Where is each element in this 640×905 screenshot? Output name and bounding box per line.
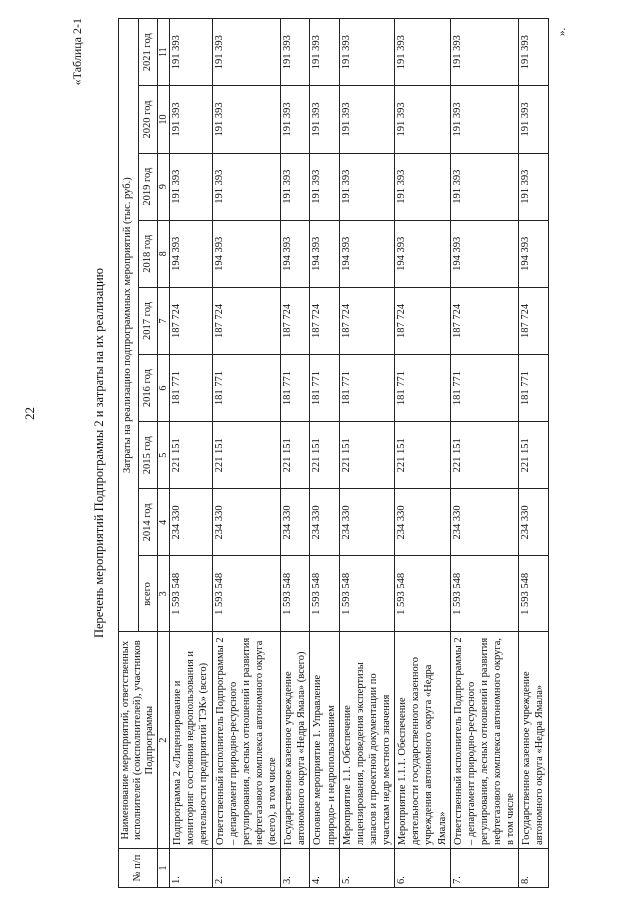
row-year-value: 234 330	[212, 489, 281, 556]
end-mark: ».	[556, 27, 568, 36]
row-year-value: 181 771	[395, 355, 451, 422]
row-year-value: 187 724	[170, 287, 212, 354]
row-year-value: 181 771	[519, 355, 548, 422]
header-year: 2021 год	[138, 19, 158, 86]
row-name: Основное мероприятие 1. Управление природо- и недропользованием	[310, 632, 339, 849]
row-number: 7.	[450, 849, 519, 888]
row-year-value: 191 393	[212, 153, 281, 220]
table-row	[450, 19, 519, 888]
header-year: 2016 год	[138, 355, 158, 422]
row-year-value: 191 393	[170, 153, 212, 220]
table-note: «Таблица 2-1	[70, 18, 84, 86]
row-year-value: 191 393	[310, 153, 339, 220]
header-year: 2017 год	[138, 287, 158, 354]
row-year-value: 181 771	[212, 355, 281, 422]
row-year-value: 194 393	[170, 220, 212, 287]
row-year-value: 191 393	[395, 153, 451, 220]
row-name: Ответственный исполнитель Подпрограммы 2 – департамент природно-ресурсного регулирования, лесных отношений и развития нефтегазового комплекса автономного округа, в том числе	[450, 632, 519, 849]
header-num: № п/п	[119, 849, 158, 888]
column-number: 7	[158, 287, 170, 354]
table-title: Перечень мероприятий Подпрограммы 2 и затраты на их реализацию	[92, 267, 106, 639]
row-year-value: 194 393	[281, 220, 310, 287]
expenses-table	[118, 18, 549, 888]
row-year-value: 187 724	[395, 287, 451, 354]
row-name: Мероприятие 1.1.1. Обеспечение деятельности государственного казенного учреждения автономного округа «Недра Ямала»	[395, 632, 451, 849]
row-year-value: 191 393	[519, 86, 548, 153]
column-number: 1	[158, 849, 170, 888]
table-row	[170, 19, 212, 888]
row-year-value: 221 151	[170, 422, 212, 489]
row-year-value: 221 151	[212, 422, 281, 489]
column-number: 8	[158, 220, 170, 287]
row-year-value: 181 771	[281, 355, 310, 422]
row-year-value: 221 151	[339, 422, 395, 489]
row-name: Мероприятие 1.1. Обеспечение лицензирования, проведения экспертизы запасов и проектной документации по участкам недр местного значения	[339, 632, 395, 849]
row-year-value: 221 151	[519, 422, 548, 489]
row-year-value: 191 393	[212, 19, 281, 86]
row-year-value: 191 393	[519, 19, 548, 86]
row-year-value: 234 330	[310, 489, 339, 556]
row-number: 8.	[519, 849, 548, 888]
header-year: 2018 год	[138, 220, 158, 287]
row-name: Подпрограмма 2 «Лицензирование и мониторинг состояния недропользования и деятельности предприятий ТЭК» (всего)	[170, 632, 212, 849]
row-year-value: 234 330	[519, 489, 548, 556]
header-year: 2019 год	[138, 153, 158, 220]
row-year-value: 234 330	[339, 489, 395, 556]
table-row	[212, 19, 281, 888]
row-year-value: 221 151	[310, 422, 339, 489]
row-year-value: 187 724	[519, 287, 548, 354]
row-total-value: 1 593 548	[450, 556, 519, 632]
row-year-value: 187 724	[339, 287, 395, 354]
row-year-value: 234 330	[395, 489, 451, 556]
row-year-value: 234 330	[450, 489, 519, 556]
row-year-value: 221 151	[450, 422, 519, 489]
row-number: 6.	[395, 849, 451, 888]
row-number: 2.	[212, 849, 281, 888]
column-number: 11	[158, 19, 170, 86]
row-year-value: 191 393	[450, 19, 519, 86]
header-cost-group: Затраты на реализацию подпрограммных мероприятий (тыс. руб.)	[119, 19, 139, 632]
page-number: 22	[22, 407, 37, 420]
row-total-value: 1 593 548	[281, 556, 310, 632]
row-name: Государственное казенное учреждение автономного округа «Недра Ямала»	[519, 632, 548, 849]
header-year: 2020 год	[138, 86, 158, 153]
header-total: всего	[138, 556, 158, 632]
row-year-value: 191 393	[339, 19, 395, 86]
row-year-value: 221 151	[395, 422, 451, 489]
row-year-value: 181 771	[339, 355, 395, 422]
row-year-value: 187 724	[450, 287, 519, 354]
row-year-value: 191 393	[310, 86, 339, 153]
row-year-value: 234 330	[281, 489, 310, 556]
column-number: 2	[158, 632, 170, 849]
header-row-1	[119, 19, 139, 888]
table-row	[281, 19, 310, 888]
row-year-value: 194 393	[339, 220, 395, 287]
row-year-value: 191 393	[281, 153, 310, 220]
header-year: 2014 год	[138, 489, 158, 556]
table-row	[310, 19, 339, 888]
row-total-value: 1 593 548	[310, 556, 339, 632]
row-year-value: 194 393	[310, 220, 339, 287]
row-year-value: 191 393	[339, 86, 395, 153]
column-number: 10	[158, 86, 170, 153]
table-row	[395, 19, 451, 888]
header-year: 2015 год	[138, 422, 158, 489]
row-year-value: 181 771	[450, 355, 519, 422]
row-year-value: 181 771	[310, 355, 339, 422]
row-number: 1.	[170, 849, 212, 888]
row-total-value: 1 593 548	[395, 556, 451, 632]
row-number: 5.	[339, 849, 395, 888]
row-year-value: 191 393	[519, 153, 548, 220]
row-total-value: 1 593 548	[212, 556, 281, 632]
row-year-value: 191 393	[281, 86, 310, 153]
row-year-value: 191 393	[170, 19, 212, 86]
row-year-value: 191 393	[450, 86, 519, 153]
row-year-value: 187 724	[212, 287, 281, 354]
row-year-value: 191 393	[281, 19, 310, 86]
table-row	[519, 19, 548, 888]
row-year-value: 181 771	[170, 355, 212, 422]
row-total-value: 1 593 548	[170, 556, 212, 632]
row-year-value: 191 393	[310, 19, 339, 86]
row-year-value: 194 393	[450, 220, 519, 287]
header-name: Наименование мероприятий, ответственных исполнителей (соисполнителей), участников Подпрограммы	[119, 632, 158, 849]
row-year-value: 187 724	[281, 287, 310, 354]
table-row	[339, 19, 395, 888]
row-year-value: 191 393	[212, 86, 281, 153]
row-year-value: 191 393	[395, 86, 451, 153]
row-year-value: 191 393	[339, 153, 395, 220]
row-total-value: 1 593 548	[519, 556, 548, 632]
row-year-value: 221 151	[281, 422, 310, 489]
rotated-content	[70, 18, 549, 888]
row-year-value: 191 393	[450, 153, 519, 220]
row-year-value: 194 393	[212, 220, 281, 287]
column-number: 3	[158, 556, 170, 632]
row-year-value: 234 330	[170, 489, 212, 556]
row-year-value: 194 393	[519, 220, 548, 287]
table-body	[170, 19, 548, 888]
column-number: 5	[158, 422, 170, 489]
row-name: Государственное казенное учреждение автономного округа «Недра Ямала» (всего)	[281, 632, 310, 849]
row-year-value: 191 393	[395, 19, 451, 86]
row-number: 3.	[281, 849, 310, 888]
column-number: 9	[158, 153, 170, 220]
column-numbers-row	[158, 19, 170, 888]
row-name: Ответственный исполнитель Подпрограммы 2 – департамент природно-ресурсного регулирования, лесных отношений и развития нефтегазового комплекса автономного округа (всего), в том числе	[212, 632, 281, 849]
column-number: 4	[158, 489, 170, 556]
row-year-value: 191 393	[170, 86, 212, 153]
column-number: 6	[158, 355, 170, 422]
row-total-value: 1 593 548	[339, 556, 395, 632]
row-number: 4.	[310, 849, 339, 888]
row-year-value: 194 393	[395, 220, 451, 287]
row-year-value: 187 724	[310, 287, 339, 354]
